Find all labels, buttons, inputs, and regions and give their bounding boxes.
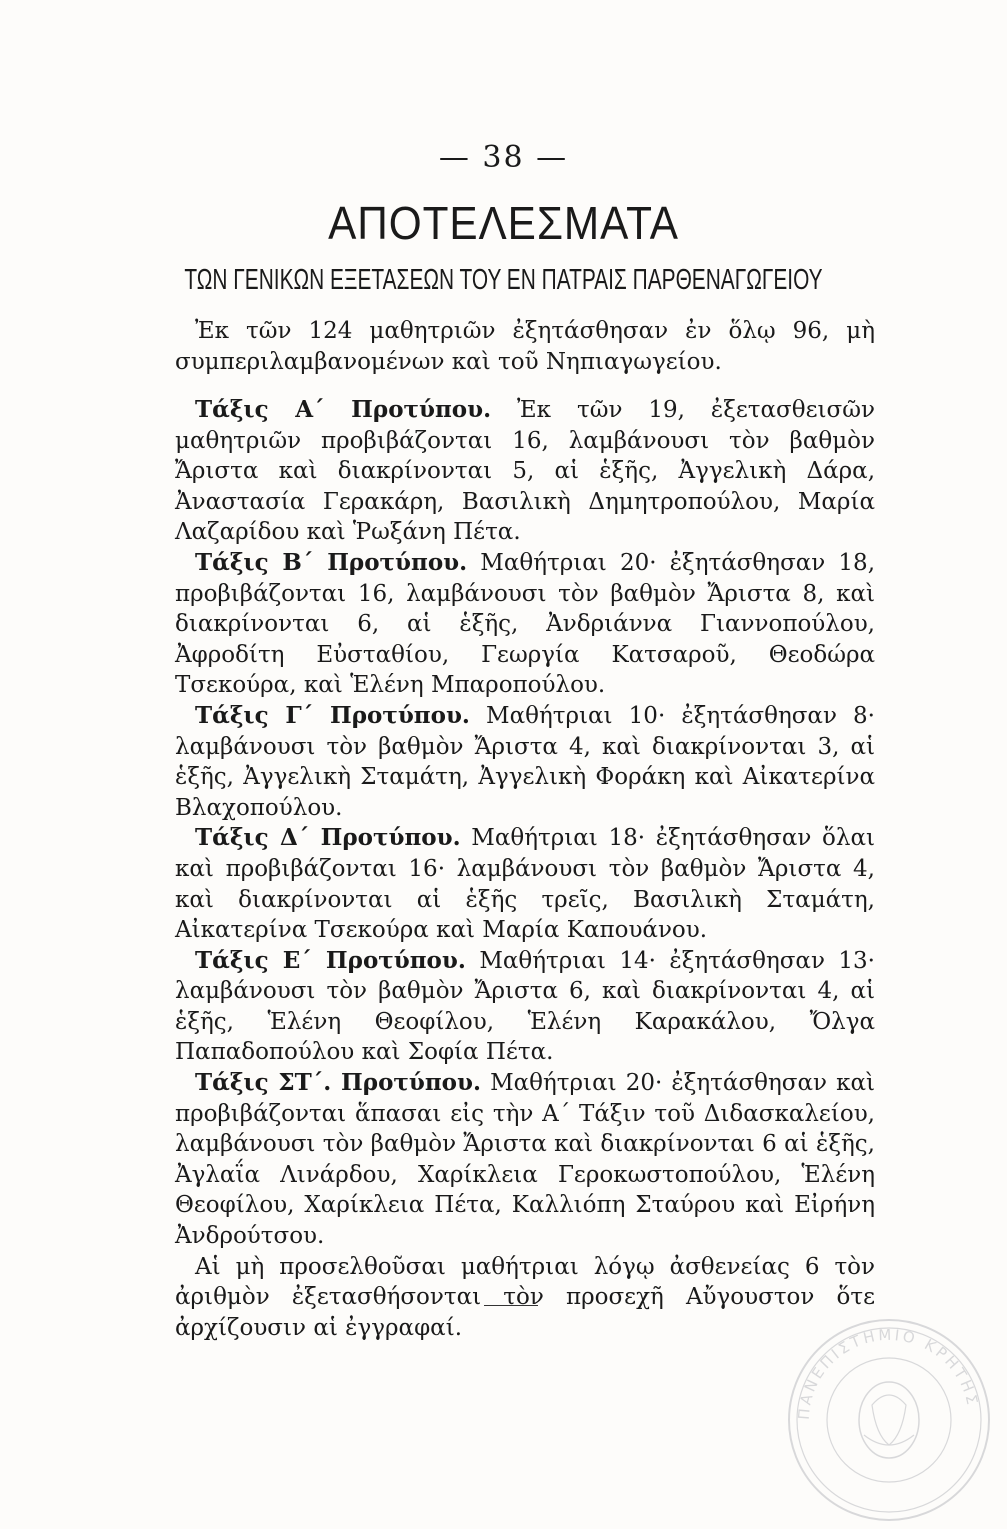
section-text: Μαθήτριαι 14· ἐξητάσθησαν 13· λαμβάνουσι τὸν βαθμὸν Ἄριστα 6, καὶ διακρίνονται 4, αἱ ἑξῆς, Ἑλένη Θεοφίλου, Ἑλένη Καρακάλου, Ὄλγα Παπαδοπούλου καὶ Σοφία Πέτα.	[175, 947, 875, 1066]
section-heading: Τάξις Ε΄ Προτύπου.	[195, 946, 466, 974]
section-paragraph	[175, 946, 875, 1068]
section-paragraph	[175, 823, 875, 945]
svg-text:ΠΑΝΕΠΙΣΤΗΜΙΟ ΚΡΗΤΗΣ	[795, 1326, 982, 1421]
results-sections	[175, 395, 875, 1343]
section-paragraph	[175, 701, 875, 823]
page-number: — 38 —	[438, 140, 569, 175]
stamp-text: ΠΑΝΕΠΙΣΤΗΜΙΟ ΚΡΗΤΗΣ	[794, 1325, 983, 1421]
section-paragraph	[175, 548, 875, 701]
stamp-seal-icon	[784, 1315, 994, 1525]
intro-paragraph: Ἐκ τῶν 124 μαθητριῶν ἐξητάσθησαν ἐν ὅλῳ 96, μὴ συμπεριλαμβανομένων καὶ τοῦ Νηπιαγωγείου.	[175, 318, 875, 375]
section-paragraph	[175, 1068, 875, 1252]
section-heading: Τάξις Γ΄ Προτύπου.	[195, 701, 470, 729]
section-text: Μαθήτριαι 10· ἐξητάσθησαν 8· λαμβάνουσι τὸν βαθμὸν Ἄριστα 4, καὶ διακρίνονται 3, αἱ ἑξῆς, Ἀγγελικὴ Σταμάτη, Ἀγγελικὴ Φοράκη καὶ Αἰκατερίνα Βλαχοπούλου.	[175, 702, 875, 821]
section-text: Μαθήτριαι 20· ἐξητάσθησαν καὶ προβιβάζονται ἅπασαι εἰς τὴν Α΄ Τάξιν τοῦ Διδασκαλείου, λαμβάνουσι τὸν βαθμὸν Ἄριστα καὶ διακρίνονται 6 αἱ ἑξῆς, Ἀγλαΐα Λινάρδου, Χαρίκλεια Γεροκωστοπούλου, Ἑλένη Θεοφίλου, Χαρίκλεια Πέτα, Καλλιόπη Σταύρου καὶ Εἰρήνη Ἀνδρούτσου.	[175, 1070, 876, 1250]
page-subtitle: ΤΩΝ ΓΕΝΙΚΩΝ ΕΞΕΤΑΣΕΩΝ ΤΟΥ ΕΝ ΠΑΤΡΑΙΣ ΠΑΡΘΕΝΑΓΩΓΕΙΟΥ	[184, 264, 823, 296]
section-text: Ἐκ τῶν 19, ἐξετασθεισῶν μαθητριῶν προβιβάζονται 16, λαμβάνουσι τὸν βαθμὸν Ἄριστα καὶ διακρίνονται 5, αἱ ἑξῆς, Ἀγγελικὴ Δάρα, Ἀναστασία Γερακάρη, Βασιλικὴ Δημητροπούλου, Μαρία Λαζαρίδου καὶ Ῥωξάνη Πέτα.	[175, 397, 875, 546]
section-text: Μαθήτριαι 20· ἐξητάσθησαν 18, προβιβάζονται 16, λαμβάνουσι τὸν βαθμὸν Ἄριστα 8, καὶ διακρίνονται 6, αἱ ἑξῆς, Ἀνδριάννα Γιαννοπούλου, Ἀφροδίτη Εὐσταθίου, Γεωργία Κατσαροῦ, Θεοδώρα Τσεκούρα, καὶ Ἑλένη Μπαροπούλου.	[175, 549, 876, 699]
intro-block	[175, 316, 875, 377]
page-title: ΑΠΟΤΕΛΕΣΜΑΤΑ	[328, 197, 679, 249]
closing-paragraph: Αἱ μὴ προσελθοῦσαι μαθήτριαι λόγῳ ἀσθενείας 6 τὸν ἀριθμὸν ἐξετασθήσονται τὸν προσεχῆ Αὔγουστον ὅτε ἀρχίζουσιν αἱ ἐγγραφαί.	[175, 1253, 875, 1341]
section-heading: Τάξις Δ΄ Προτύπου.	[195, 824, 461, 852]
university-stamp-watermark	[784, 1315, 994, 1525]
section-heading: Τάξις ΣΤ΄. Προτύπου.	[195, 1069, 481, 1097]
end-rule	[484, 1305, 538, 1306]
section-heading: Τάξις Α΄ Προτύπου.	[195, 396, 492, 423]
section-text: Μαθήτριαι 18· ἐξητάσθησαν ὅλαι καὶ προβιβάζονται 16· λαμβάνουσι τὸν βαθμὸν Ἄριστα 4, καὶ διακρίνονται αἱ ἑξῆς τρεῖς, Βασιλικὴ Σταμάτη, Αἰκατερίνα Τσεκούρα καὶ Μαρία Καπουάνου.	[175, 825, 875, 944]
section-heading: Τάξις Β΄ Προτύπου.	[195, 548, 468, 576]
section-paragraph	[175, 395, 875, 548]
